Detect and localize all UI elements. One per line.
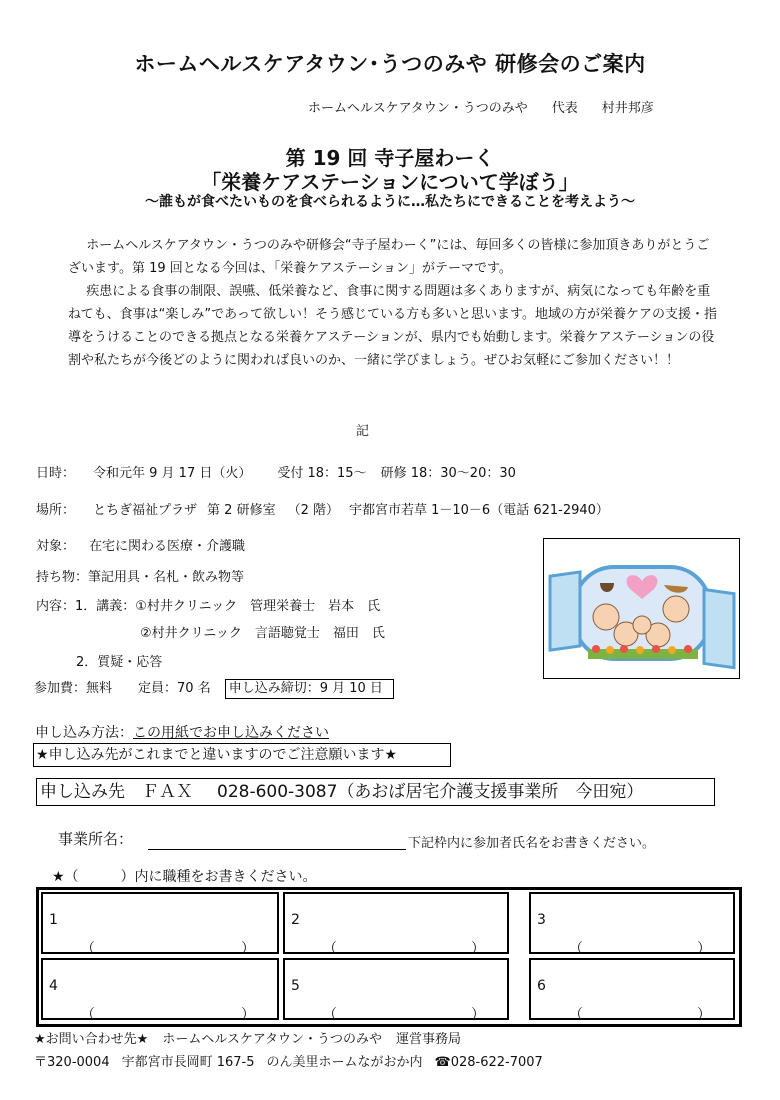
illustration-svg (544, 539, 739, 678)
intro-paragraph-2: 疾患による食事の制限、誤嚥、低栄養など、食事に関する問題は多くありますが、病気になっても年齢を重ねても、食事は“楽しみ”であって欲しい！そう感じている方も多いと思います。地域の方が栄養ケアの支援・指導をうけることのできる拠点となる栄養ケアステーションが、県内でも始動します。栄養ケアステーションの役割や私たちが今後どのように関われば良いのか、一緒に学びましょう。ぜひお気軽にご参加ください！！ (68, 284, 717, 368)
target-label: 対象： (36, 539, 76, 554)
intro-text (68, 234, 718, 372)
contact-line-2 (34, 1051, 543, 1070)
contact-facility: のん美里ホームながおか内 (266, 1055, 423, 1070)
target-row (36, 535, 245, 554)
fax-recipient: （あおば居宅介護支援事業所 今田宛） (337, 782, 644, 802)
lecture-2: ②村井クリニック 言語聴覚士 福田 氏 (140, 626, 385, 641)
address-value: 宇都宮市若草 1－10－6（電話 621-2940） (348, 503, 609, 518)
fax-destination (36, 778, 715, 806)
content-row (36, 595, 380, 614)
representative-label: 代表 (551, 101, 578, 116)
date-row (36, 462, 516, 481)
date-label: 日時： (36, 466, 76, 481)
business-name-label: 事業所名： (58, 830, 134, 848)
target-value: 在宅に関わる医療・介護職 (89, 539, 246, 554)
contact-label: ★お問い合わせ先★ (34, 1032, 149, 1047)
items-row (36, 566, 244, 585)
job-type-field[interactable]: （ ） (81, 941, 255, 957)
participant-cell[interactable] (283, 892, 509, 957)
content-label: 内容：1．講義： (36, 599, 136, 614)
lecture-1: ①村井クリニック 管理栄養士 岩本 氏 (135, 599, 381, 614)
training-time: 研修 18：30～20：30 (380, 466, 516, 481)
cell-number: 4 (49, 978, 58, 994)
event-number-title: 第 19 回 寺子屋わーく (285, 146, 495, 170)
participant-cell[interactable] (41, 892, 279, 957)
event-theme: 「栄養ケアステーションについて学ぼう」 (201, 170, 579, 194)
job-type-field[interactable]: （ ） (81, 1007, 255, 1023)
business-name-field[interactable] (148, 849, 406, 850)
cell-number: 6 (537, 978, 546, 994)
contact-address: 宇都宮市長岡町 167-5 (121, 1055, 255, 1070)
application-method (35, 722, 329, 742)
change-warning: ★申し込み先がこれまでと違いますのでご注意願います★ (33, 743, 451, 767)
contact-line-1 (34, 1028, 461, 1047)
place-label: 場所： (36, 503, 76, 518)
page-title: ホームヘルスケアタウン･うつのみや 研修会のご案内 (134, 52, 646, 76)
application-method-label: 申し込み方法： (35, 725, 133, 741)
job-type-field[interactable]: （ ） (323, 1007, 485, 1023)
floor-value: （2 階） (287, 503, 339, 518)
participant-cell[interactable] (41, 958, 279, 1023)
fax-label: 申し込み先 ＦＡＸ (40, 782, 193, 802)
date-value: 令和元年 9 月 17 日（火） (93, 466, 252, 481)
participant-grid (36, 887, 742, 1027)
ki-heading: 記 (356, 424, 370, 439)
job-type-field[interactable]: （ ） (569, 941, 711, 957)
fee-value: 参加費：無料 (34, 681, 113, 696)
participant-name-note: 下記枠内に参加者氏名をお書きください。 (408, 836, 656, 851)
representative-name: 村井邦彦 (601, 101, 654, 116)
cell-number: 3 (537, 912, 546, 928)
cell-number: 2 (291, 912, 300, 928)
contact-phone: ☎028-622-7007 (434, 1055, 543, 1070)
reception-time: 受付 18：15～ (277, 466, 367, 481)
room-value: 第 2 研修室 (207, 503, 276, 518)
event-subtitle: ～誰もが食べたいものを食べられるように…私たちにできることを考えよう～ (145, 194, 635, 210)
capacity-value: 定員：70 名 (138, 681, 211, 696)
contact-org: ホームヘルスケアタウン・うつのみや (162, 1032, 383, 1047)
cell-number: 5 (291, 978, 300, 994)
deadline-box: 申し込み締切：9 月 10 日 (225, 679, 394, 699)
organizer-line (308, 97, 654, 116)
organizer-name: ホームヘルスケアタウン・うつのみや (308, 101, 528, 116)
cell-number: 1 (49, 912, 58, 928)
family-window-illustration (543, 538, 740, 679)
job-type-note: ★（ ）内に職種をお書きください。 (52, 869, 317, 885)
postal-code: 〒320-0004 (34, 1055, 110, 1070)
items-value: 筆記用具・名札・飲み物等 (88, 570, 245, 585)
job-type-field[interactable]: （ ） (569, 1007, 711, 1023)
participant-cell[interactable] (529, 958, 735, 1023)
intro-paragraph-1: ホームヘルスケアタウン・うつのみや研修会“寺子屋わーく”には、毎回多くの皆様に参加頂きありがとうございます。第 19 回となる今回は、「栄養ケアステーション」がテーマです。 (68, 238, 710, 276)
qa-item: 2．質疑・応答 (76, 655, 163, 670)
job-type-field[interactable]: （ ） (323, 941, 485, 957)
fee-row (34, 677, 394, 696)
contact-office: 運営事務局 (396, 1032, 462, 1047)
place-value: とちぎ福祉プラザ (93, 503, 198, 518)
participant-cell[interactable] (283, 958, 509, 1023)
participant-cell[interactable] (529, 892, 735, 957)
fax-number: 028-600-3087 (217, 782, 338, 802)
items-label: 持ち物： (36, 570, 89, 585)
place-row (36, 499, 609, 518)
application-method-text: この用紙でお申し込みください (133, 725, 329, 741)
